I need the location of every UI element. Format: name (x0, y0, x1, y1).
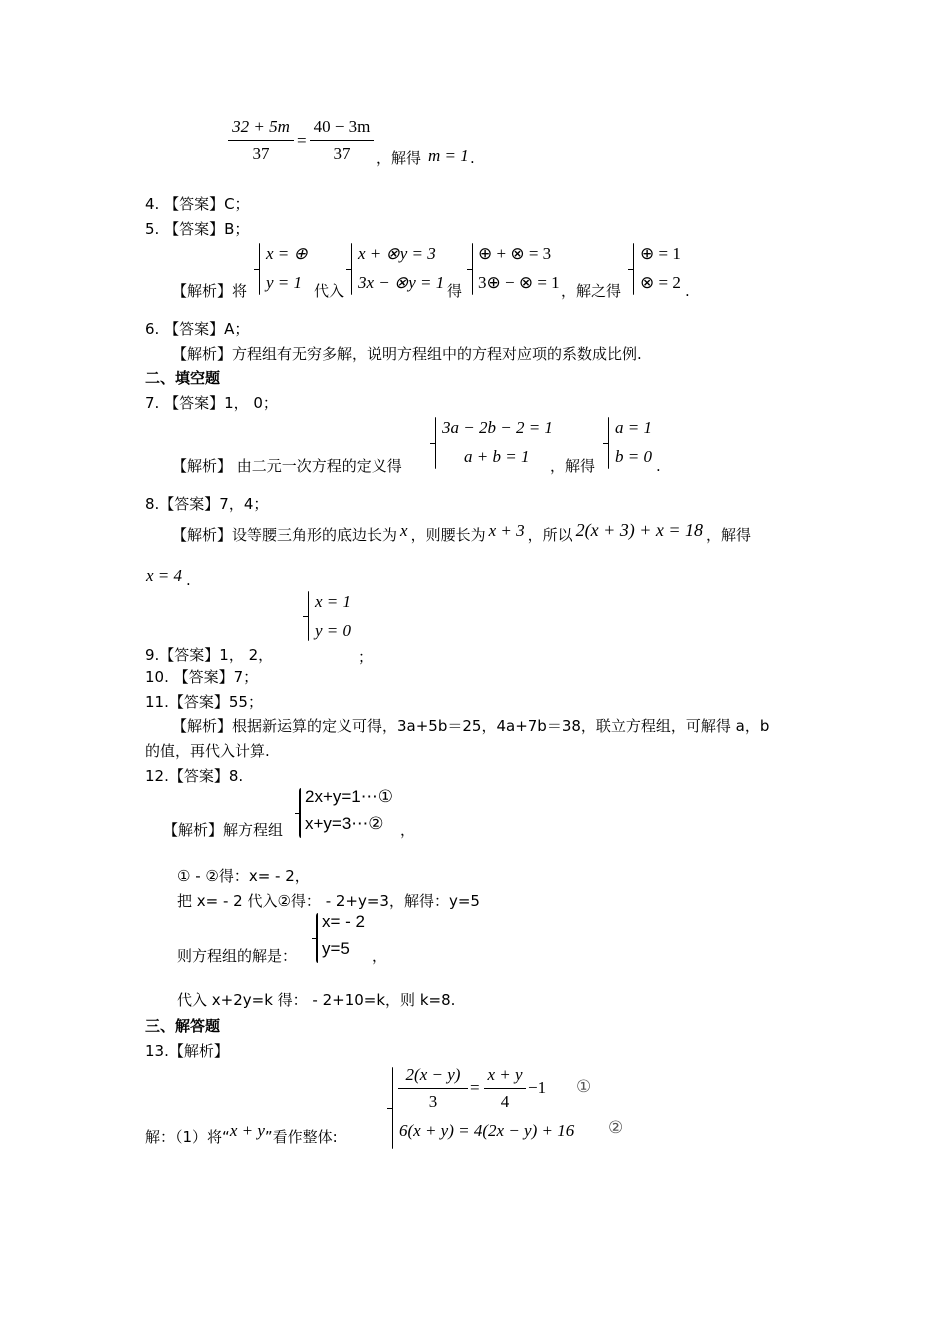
q5-system-2 (358, 239, 444, 297)
q12-solution (322, 908, 365, 962)
q7-sys1-eq1: 3a − 2b − 2 = 1 (442, 418, 553, 437)
fraction-1-denominator: 37 (252, 144, 270, 163)
section-3-heading: 三、解答题 (145, 1017, 221, 1035)
q5-system-4 (640, 239, 681, 297)
q7-end: . (656, 457, 661, 475)
q13-eq2-mark: ② (608, 1118, 624, 1137)
q13-brace (392, 1067, 393, 1149)
equals-sign: = (297, 131, 307, 150)
q5-sys2-eq1: x + ⊗y = 3 (358, 244, 436, 263)
q7-sys2-eq2: b = 0 (615, 447, 652, 466)
q11-explain-2: 的值，再代入计算. (145, 742, 270, 760)
top-dot: . (470, 149, 475, 167)
q13-frac-2-den: 4 (500, 1092, 510, 1111)
top-result: m = 1 (428, 146, 469, 165)
q8-equation: 2(x + 3) + x = 18 (575, 520, 704, 540)
q7-explain-prefix: 【解析】 由二元一次方程的定义得 (172, 457, 402, 475)
q13-frac-1 (398, 1064, 468, 1113)
q12-sol-eq1: x= ‑ 2 (322, 912, 365, 931)
q9-sys-eq2: y = 0 (315, 621, 352, 640)
q8-dot: . (186, 571, 191, 589)
q12-step-1: ① ‑ ②得：x= ‑ 2， (177, 867, 310, 885)
q13-eq1-tail: −1 (528, 1078, 547, 1097)
q5-sys4-eq1: ⊕ = 1 (640, 244, 681, 263)
q13-prefix: 解：（1）将“ (145, 1128, 230, 1146)
q7-sys2-eq1: a = 1 (615, 418, 652, 437)
q8-x-plus-3: x + 3 (488, 521, 525, 540)
q7-brace-2 (608, 417, 609, 469)
q7-mid: ，解得 (550, 457, 596, 475)
q5-sys3-eq2: 3⊕ − ⊗ = 1 (478, 273, 560, 292)
q12-step-3: 则方程组的解是： (177, 947, 298, 965)
q5-sys2-eq2: 3x − ⊗y = 1 (358, 273, 445, 292)
q7-answer: 7. 【答案】1， 0； (145, 394, 278, 412)
q5-sys3-eq1: ⊕ + ⊗ = 3 (478, 244, 552, 263)
q7-brace-1 (435, 417, 436, 469)
q9-brace (308, 591, 309, 641)
q13-frac-2-num: x + y (487, 1065, 523, 1084)
q12-explain-prefix: 【解析】解方程组 (163, 821, 284, 839)
q4-answer: 4. 【答案】C； (145, 195, 250, 213)
q5-sys1-eq2: y = 1 (266, 273, 303, 292)
q13-xy: x + y (229, 1121, 265, 1140)
q13-frac-1-num: 2(x − y) (405, 1065, 461, 1084)
q12-system (305, 783, 393, 837)
q5-mid-3: ，解之得 (561, 282, 622, 300)
q13-intro (145, 1121, 338, 1147)
q13-eq1-equals: = (470, 1078, 480, 1097)
q12-brace (299, 788, 301, 838)
q12-comma: ， (400, 821, 416, 839)
q8-explain-a: 【解析】设等腰三角形的底边长为 (172, 526, 398, 544)
q12-step-4: 代入 x+2y=k 得： ‑ 2+10=k，则 k=8. (177, 991, 456, 1009)
q13-suffix: ”看作整体: (264, 1128, 338, 1146)
q6-explain: 【解析】方程组有无穷多解，说明方程组中的方程对应项的系数成比例. (172, 345, 642, 363)
q6-answer: 6. 【答案】A； (145, 320, 250, 338)
q9-system (315, 587, 351, 645)
q9-end: ； (358, 648, 374, 666)
q5-sys1-eq1: x = ⊕ (266, 244, 308, 263)
q5-brace-4 (633, 243, 634, 295)
q13-label: 13.【解析】 (145, 1042, 229, 1060)
fraction-2-numerator: 40 − 3m (313, 117, 371, 136)
q5-answer: 5. 【答案】B； (145, 220, 250, 238)
q5-explain-prefix: 【解析】将 (172, 282, 248, 300)
q8-explain-c: ，所以 (527, 526, 573, 544)
q5-brace-2 (351, 243, 352, 295)
q5-brace-1 (259, 243, 260, 295)
q8-x: x (400, 521, 408, 540)
q8-result: x = 4 (146, 566, 183, 585)
q7-system-2 (615, 413, 652, 471)
q9-sys-eq1: x = 1 (315, 592, 352, 611)
q8-explain (172, 520, 752, 545)
q5-system-3 (478, 239, 560, 297)
fraction-1-numerator: 32 + 5m (232, 117, 290, 136)
fraction-2 (310, 116, 374, 165)
q13-frac-1-den: 3 (428, 1092, 438, 1111)
q5-mid-1: 代入 (314, 282, 345, 300)
q12-sys-eq2: x+y=3⋯② (305, 814, 384, 833)
q10-answer: 10. 【答案】7； (145, 668, 259, 686)
q12-comma-2: ， (372, 947, 388, 965)
q7-sys1-eq2: a + b = 1 (464, 447, 530, 466)
q12-answer: 12.【答案】8. (145, 767, 244, 785)
q13-eq1-mark: ① (576, 1077, 592, 1096)
q5-sys4-eq2: ⊗ = 2 (640, 273, 681, 292)
q12-sys-eq1: 2x+y=1⋯① (305, 787, 394, 806)
q11-explain-1: 【解析】根据新运算的定义可得，3a+5b＝25，4a+7b＝38，联立方程组，可解得 a，b (172, 717, 770, 735)
section-2-heading: 二、填空题 (145, 369, 221, 387)
top-solve-text: ，解得 (376, 149, 422, 167)
q12-sol-eq2: y=5 (322, 939, 350, 958)
q11-answer: 11.【答案】55； (145, 693, 263, 711)
q12-step-2: 把 x= ‑ 2 代入②得： ‑ 2+y=3，解得：y=5 (177, 892, 480, 910)
q7-system-1 (442, 413, 553, 471)
q5-end: . (685, 282, 690, 300)
q12-sol-brace (316, 913, 318, 963)
fraction-1 (228, 116, 294, 165)
q13-frac-2 (484, 1064, 526, 1113)
q5-brace-3 (472, 243, 473, 295)
q13-eq2: 6(x + y) = 4(2x − y) + 16 (399, 1121, 575, 1140)
q8-explain-d: ，解得 (706, 526, 752, 544)
q8-explain-b: ，则腰长为 (410, 526, 486, 544)
q9-answer: 9.【答案】1， 2， (145, 646, 274, 664)
q8-answer: 8.【答案】7，4； (145, 495, 269, 513)
q5-mid-2: 得 (447, 282, 463, 300)
fraction-2-denominator: 37 (333, 144, 351, 163)
q5-system-1 (266, 239, 308, 297)
